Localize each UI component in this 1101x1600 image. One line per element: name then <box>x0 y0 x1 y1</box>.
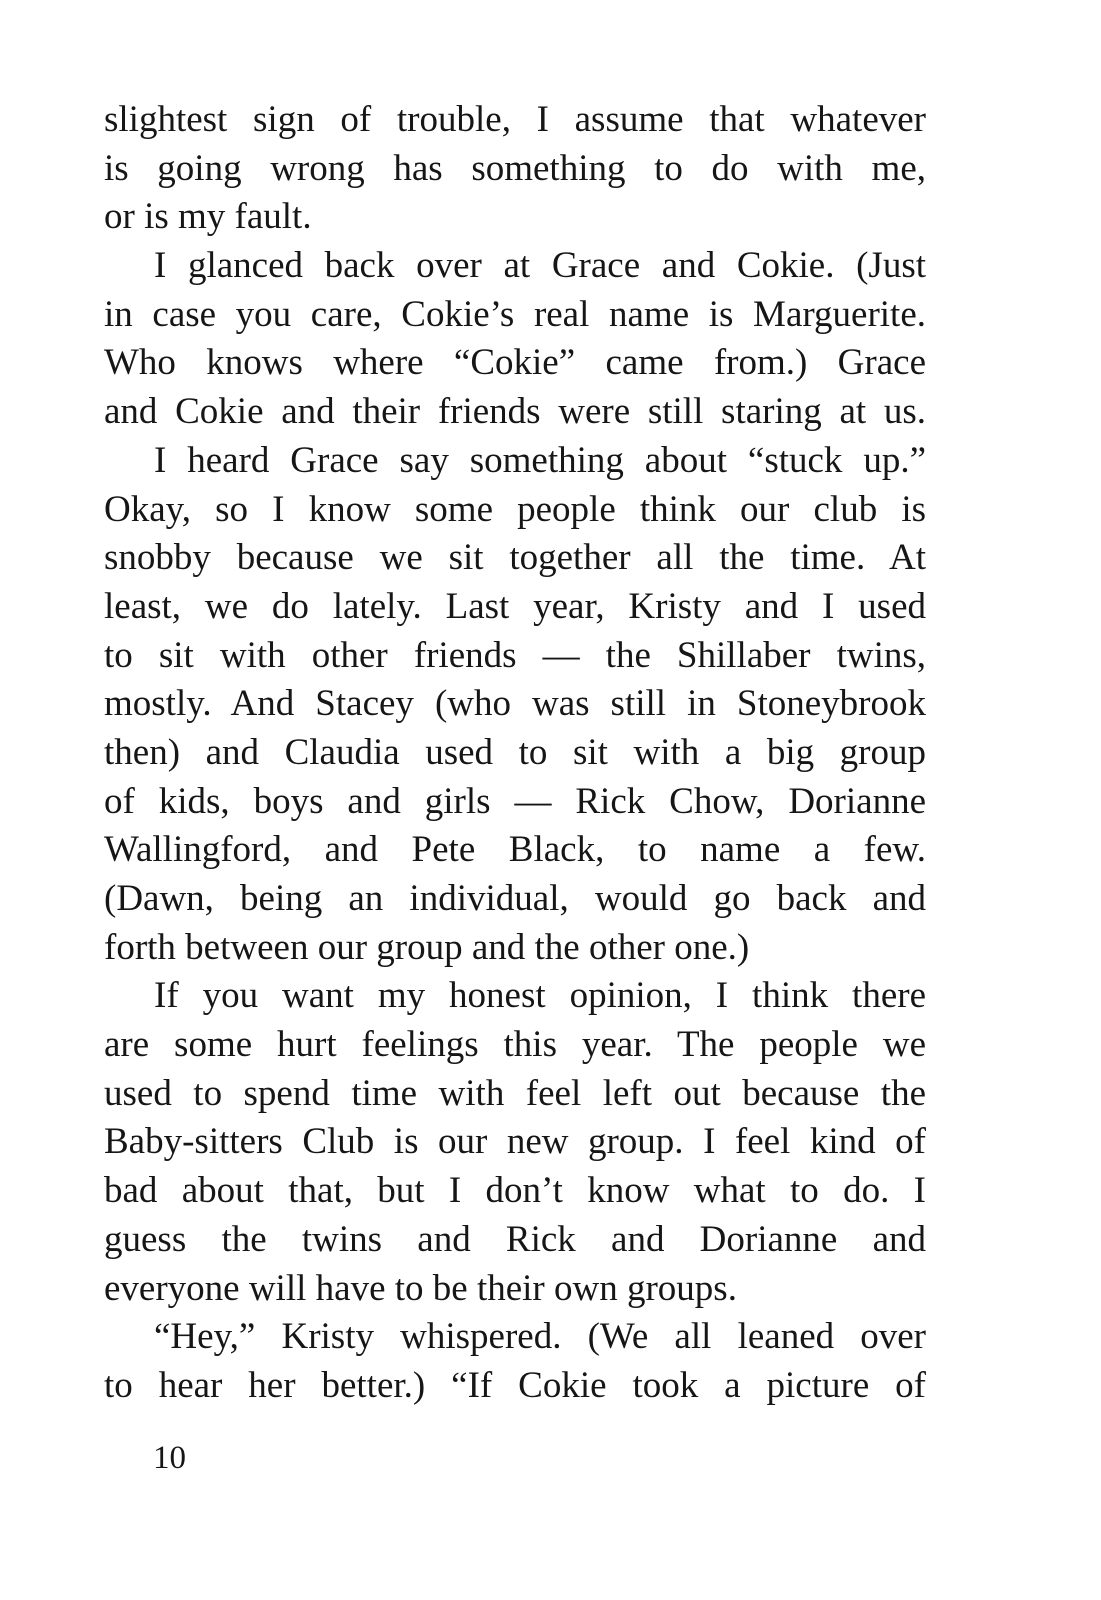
text-line: I heard Grace say something about “stuck up.” <box>154 439 926 481</box>
text-line: snobby because we sit together all the time. At <box>104 537 926 579</box>
text-line: I glanced back over at Grace and Cokie. (Just <box>154 245 926 287</box>
body-text <box>104 96 926 1411</box>
text-line: of kids, boys and girls — Rick Chow, Dorianne <box>104 780 926 822</box>
text-line: forth between our group and the other one.) <box>104 926 750 968</box>
text-line: Who knows where “Cokie” came from.) Grace <box>104 342 926 384</box>
text-line: Baby-sitters Club is our new group. I feel kind of <box>104 1121 926 1163</box>
text-line: are some hurt feelings this year. The people we <box>104 1024 926 1066</box>
text-line: in case you care, Cokie’s real name is Marguerite. <box>104 293 926 335</box>
text-line: everyone will have to be their own groups. <box>104 1267 737 1309</box>
text-line: then) and Claudia used to sit with a big group <box>104 731 926 773</box>
text-line: least, we do lately. Last year, Kristy and I used <box>104 585 926 627</box>
text-line: is going wrong has something to do with me, <box>104 147 926 189</box>
text-line: or is my fault. <box>104 196 312 238</box>
text-line: and Cokie and their friends were still staring at us. <box>104 391 926 433</box>
text-line: mostly. And Stacey (who was still in Stoneybrook <box>104 683 926 725</box>
text-line: to hear her better.) “If Cokie took a picture of <box>104 1364 926 1406</box>
text-line: bad about that, but I don’t know what to do. I <box>104 1170 926 1212</box>
text-line: slightest sign of trouble, I assume that whatever <box>104 99 926 140</box>
text-line: (Dawn, being an individual, would go back and <box>104 878 926 919</box>
text-line: guess the twins and Rick and Dorianne and <box>104 1218 926 1260</box>
page-number: 10 <box>153 1440 186 1476</box>
text-line: used to spend time with feel left out because the <box>104 1072 926 1114</box>
text-line: If you want my honest opinion, I think there <box>154 975 926 1017</box>
text-line: to sit with other friends — the Shillaber twins, <box>104 634 926 676</box>
text-line: Wallingford, and Pete Black, to name a few. <box>104 829 926 871</box>
text-line: “Hey,” Kristy whispered. (We all leaned over <box>154 1316 926 1358</box>
text-line: Okay, so I know some people think our club is <box>104 488 926 530</box>
